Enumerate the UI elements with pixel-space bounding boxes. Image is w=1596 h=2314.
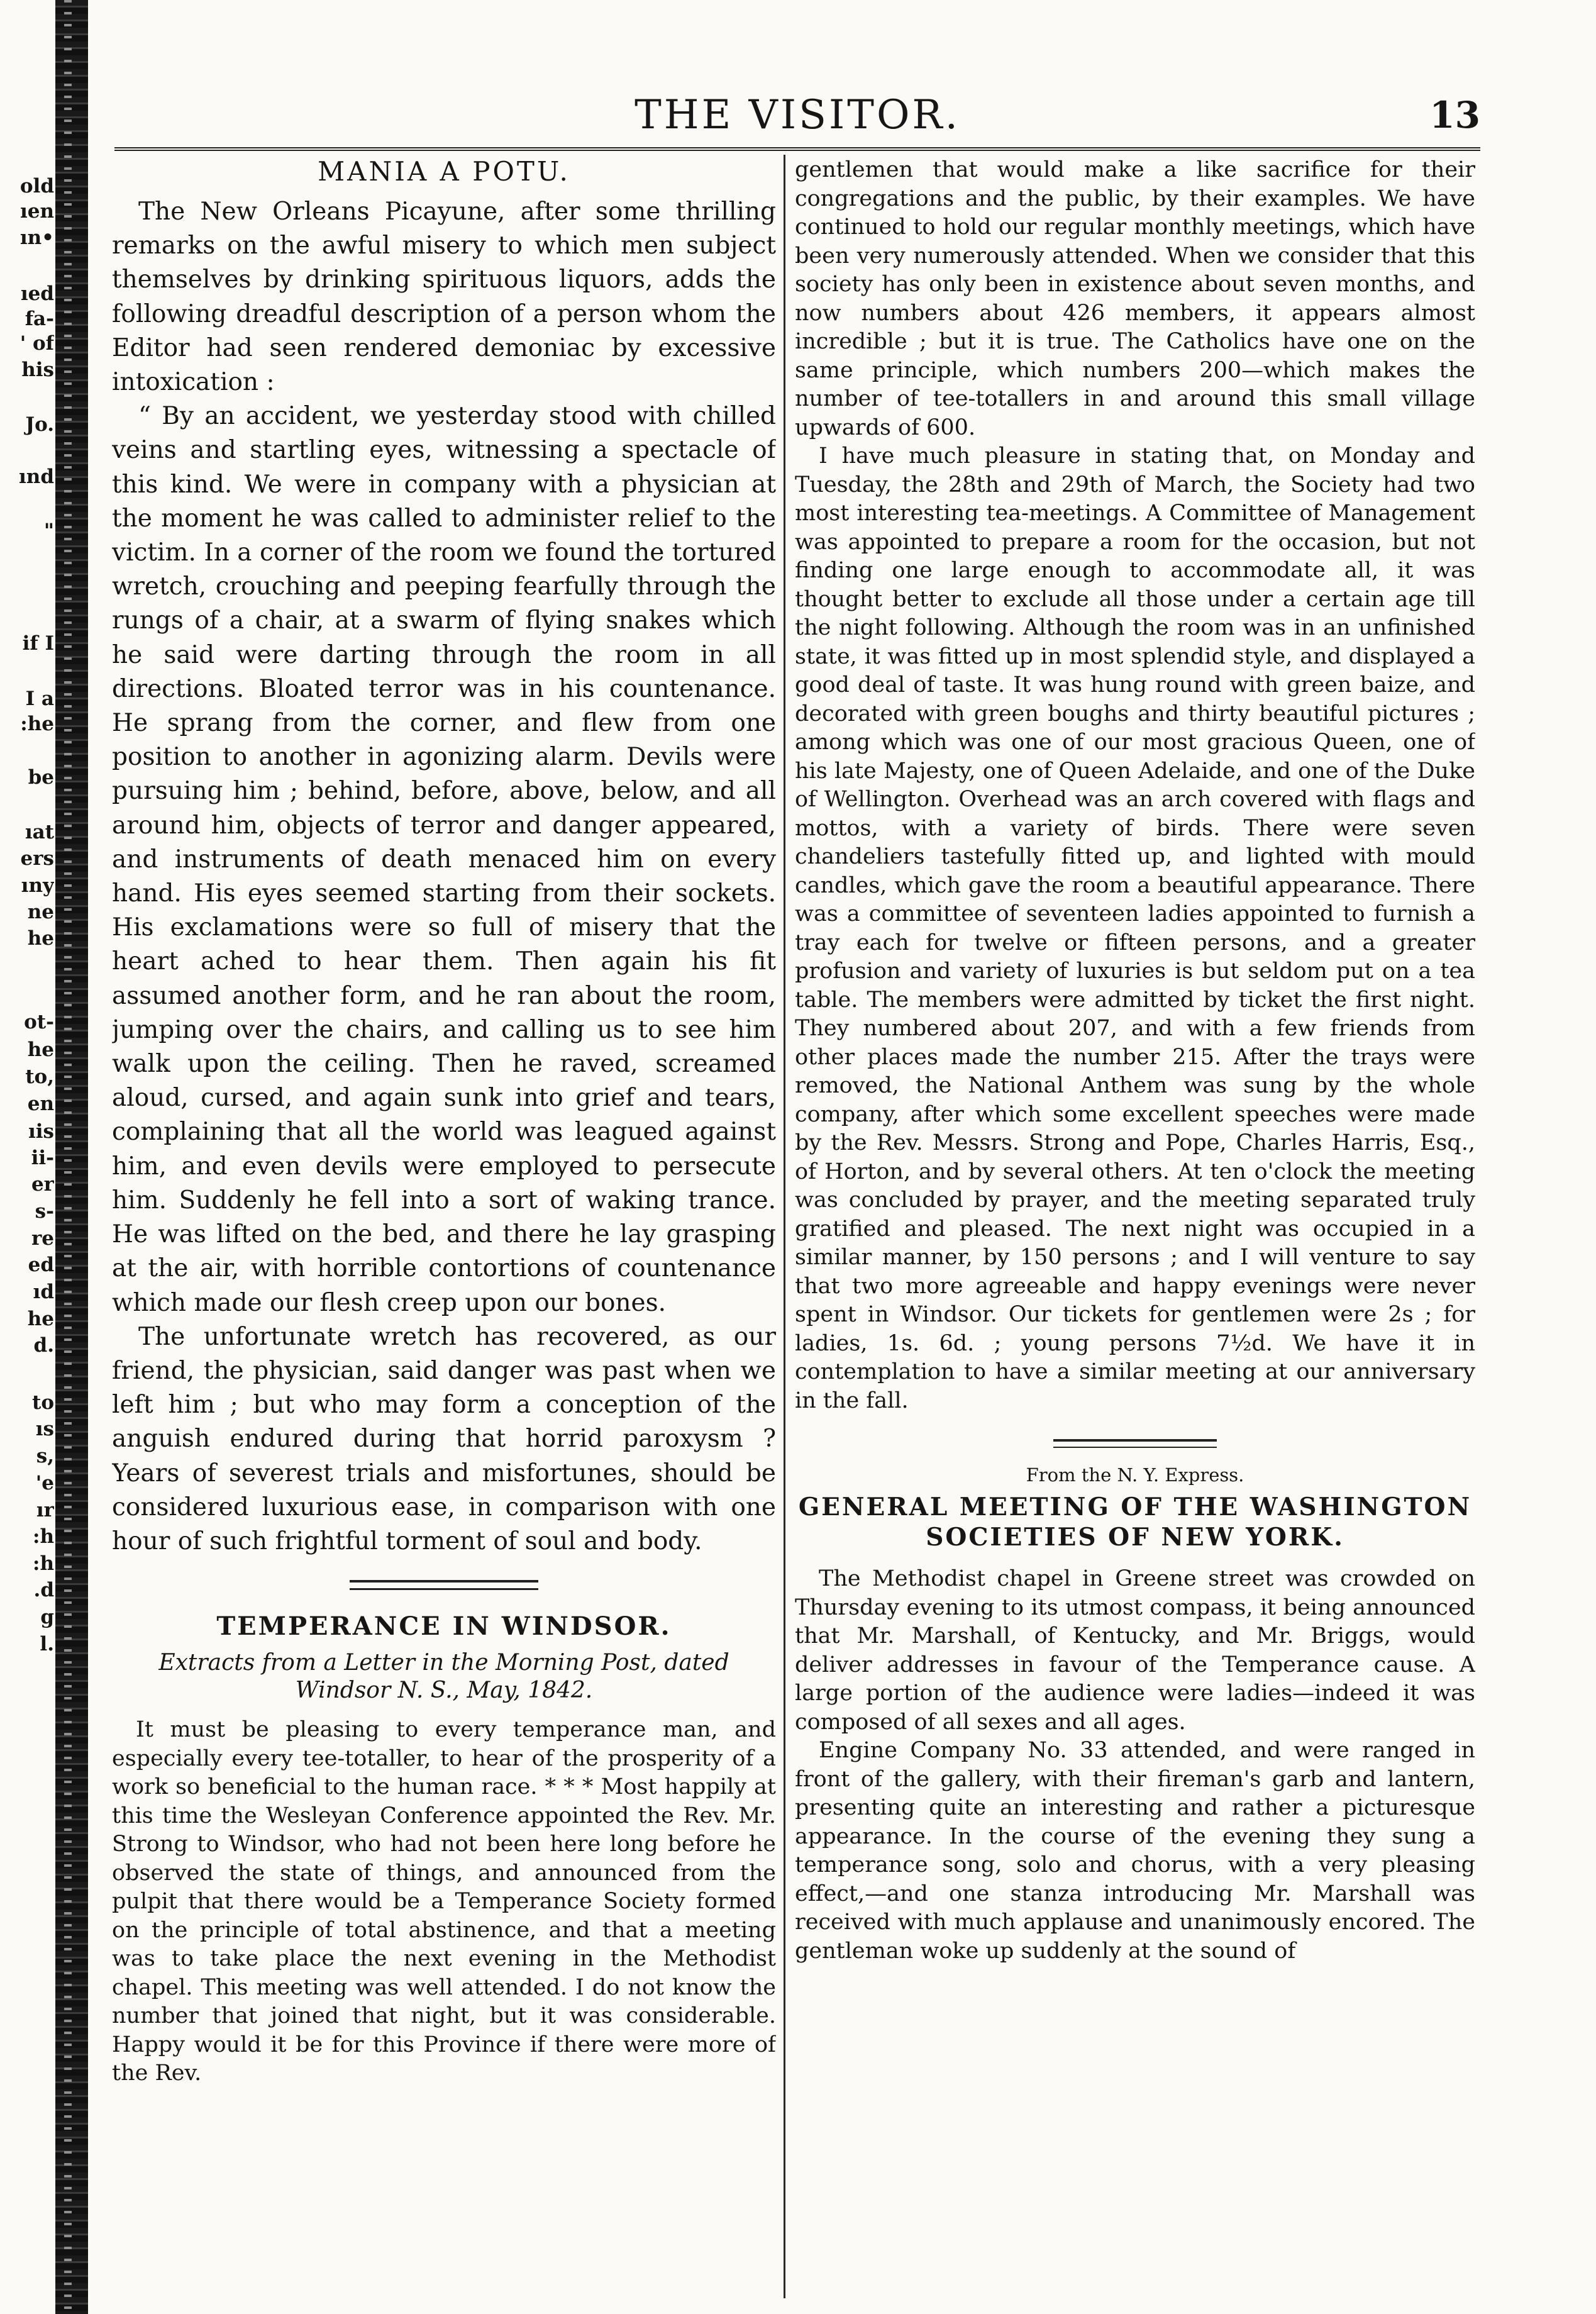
article-headline: TEMPERANCE IN WINDSOR. [216,1611,672,1642]
margin-text-fragment: ot- [24,1011,54,1033]
margin-text-fragment: he [27,1038,54,1061]
margin-text-fragment: if I [22,632,54,655]
margin-text-fragment: 'e [35,1472,54,1494]
article-headline: GENERAL MEETING OF THE WASHINGTON SOCIETIES OF NEW YORK. [798,1493,1472,1552]
article-source: From the N. Y. Express. [1026,1464,1244,1486]
margin-text-fragment: Jo. [25,413,54,436]
margin-text-fragment: to [32,1391,54,1414]
margin-text-fragment: d. [33,1334,54,1357]
page-number: 13 [1429,94,1480,136]
article-paragraph: The Methodist chapel in Greene street was crowded on Thursday evening to its utmost compass, it being announced that Mr. Marshall, of Kentucky, and Mr. Briggs, would deliver addresses in favour of the Temperance cause. A large portion of the audience were ladies—indeed it was composed of all sexes and all ages. [795,1566,1475,1735]
margin-text-fragment: his [21,359,54,381]
margin-text-fragment: " [43,520,54,542]
margin-text-fragment: ıd [33,1281,54,1303]
margin-text-fragment: ers [20,847,54,870]
article-headline: MANIA A POTU. [318,156,570,187]
article-paragraph: Engine Company No. 33 attended, and were ranged in front of the gallery, with their fireman's garb and lantern, presenting quite an interesting and rather a picturesque appearance. In the course of the evening they sung a temperance song, solo and chorus, with a very pleasing effect,—and one stanza introducing Mr. Marshall was received with much applause and unanimously encored. The gentleman woke up suddenly at the sound of [795,1738,1475,1964]
margin-text-fragment: ıed [20,282,54,305]
running-title: THE VISITOR. [635,92,960,138]
article-subtitle: Extracts from a Letter in the Morning Post, dated Windsor N. S., May, 1842. [158,1650,729,1704]
margin-text-fragment: ın• [19,226,54,249]
margin-text-fragment: ınd [19,465,54,488]
continued-letter [795,156,1475,1415]
margin-text-fragment: ır [36,1499,54,1521]
article-temperance-in-windsor [112,1611,776,2088]
article-washington-societies [795,1463,1475,1966]
margin-text-fragment: old [19,175,54,197]
margin-text-fragment: fa- [25,308,54,330]
margin-text-fragment: s, [36,1445,54,1467]
article-mania-a-potu [112,156,776,1559]
margin-text-fragment: :he [20,713,54,735]
column-rule [784,155,785,2298]
binding-edge [55,0,88,2314]
margin-text-fragment: :h [33,1525,54,1548]
article-paragraph: The unfortunate wretch has recovered, as our friend, the physician, said danger was past when we left him ; but who may form a conception of the anguish endured during that horrid paroxysm ? Years of severest trials and misfortunes, should be considered luxurious ease, in comparison with one hour of such frightful torment of soul and body. [112,1322,776,1555]
margin-text-fragment: ıen [19,200,54,223]
margin-text-fragment: ne [27,901,54,923]
margin-text-fragment: s- [35,1200,54,1223]
margin-text-fragment: re [31,1227,54,1250]
continued-paragraph: gentlemen that would make a like sacrifice for their congregations and the public, by their examples. We have continued to hold our regular monthly meetings, which have been very numerously attended. When we consider that this society has only been in existence about seven months, and now numbers about 426 members, it appears almost incredible ; but it is true. The Catholics have one on the same principle, which numbers 200—which makes the number of tee-totallers in and around this small village upwards of 600. [795,157,1475,440]
margin-text-fragment: ıs [35,1418,54,1440]
margin-text-fragment: be [28,766,54,789]
section-divider [1053,1439,1217,1448]
article-paragraph: It must be pleasing to every temperance man, and especially every tee-totaller, to hear of the prosperity of a work so beneficial to the human race. * * * Most happily at this time the Wesleyan Conference appointed the Rev. Mr. Strong to Windsor, who had not been here long before he observed the state of things, and announced from the pulpit that there would be a Temperance Society formed on the principle of total abstinence, and that a meeting was to take place the next evening in the Methodist chapel. This meeting was well attended. I do not know the number that joined that night, but it was considerable. Happy would it be for this Province if there were more of the Rev. [112,1717,776,2086]
margin-text-fragment: I a [25,687,54,710]
continued-paragraph: I have much pleasure in stating that, on Monday and Tuesday, the 28th and 29th of March, the Society had two most interesting tea-meetings. A Committee of Management was appointed to prepare a room for the occasion, but not finding one large enough to accommodate all, it was thought better to exclude all those under a certain age till the night following. Although the room was in an unfinished state, it was fitted up in most splendid style, and displayed a good deal of taste. It was hung round with green baize, and decorated with green boughs and thirty beautiful pictures ; among which was one of our most gracious Queen, one of his late Majesty, one of Queen Adelaide, and one of the Duke of Wellington. Overhead was an arch covered with flags and mottos, with a variety of birds. There were seven chandeliers tastefully fitted up, and lighted with mould candles, which gave the room a beautiful appearance. There was a committee of seventeen ladies appointed to furnish a tray each for twelve or fifteen persons, and a greater profusion and variety of luxuries is but seldom put on a tea table. The members were admitted by ticket the first night. They numbered about 207, and with a few friends from other places made the number 215. After the trays were removed, the National Anthem was sung by the whole company, after which some excellent speeches were made by the Rev. Messrs. Strong and Pope, Charles Harris, Esq., of Horton, and by several others. At ten o'clock the meeting was concluded by prayer, and the meeting separated truly gratified and pleased. The next night was occupied in a similar manner, by 150 persons ; and I will venture to say that two more agreeable and happy evenings were never spent in Windsor. Our tickets for gentlemen were 2s ; for ladies, 1s. 6d. ; young persons 7½d. We have it in contemplation to have a similar meeting at our anniversary in the fall. [795,443,1475,1413]
margin-text-fragment: l. [40,1633,54,1655]
margin-text-fragment: to, [25,1065,54,1088]
margin-text-fragment: g [40,1606,54,1628]
margin-text-fragment: ed [28,1254,54,1276]
article-paragraph: The New Orleans Picayune, after some thrilling remarks on the awful misery to which men subject themselves by drinking spirituous liquors, adds the following dreadful description of a person whom the Editor had seen rendered demoniac by excessive intoxication : [112,197,776,397]
section-divider [350,1580,538,1590]
margin-text-fragment: en [27,1093,54,1115]
margin-text-fragment: he [27,1308,54,1330]
margin-text-fragment: ıat [25,821,54,843]
article-paragraph: “ By an accident, we yesterday stood with chilled veins and startling eyes, witnessing a spectacle of this kind. We were in company with a physician at the moment he was called to administer relief to the victim. In a corner of the room we found the tortured wretch, crouching and peeping fearfully through the rungs of a chair, at a swarm of flying snakes which he said were darting through the room in all directions. Bloated terror was in his countenance. He sprang from the corner, and flew from one position to another in agonizing alarm. Devils were pursuing him ; behind, before, above, below, and all around him, objects of terror and danger appeared, and instruments of death menaced him on every hand. His eyes seemed starting from their sockets. His exclamations were so full of misery that the heart ached to hear them. Then again his fit assumed another form, and he ran about the room, jumping over the chairs, and calling us to see him walk upon the ceiling. Then he raved, screamed aloud, cursed, and again sunk into grief and tears, complaining that all the world was leagued against him, and even devils were employed to persecute him. Suddenly he fell into a sort of waking trance. He was lifted on the bed, and there he lay grasping at the air, with horrible contortions of countenance which made our flesh creep upon our bones. [112,402,776,1317]
margin-text-fragment: he [27,927,54,950]
margin-text-fragment: ıis [28,1120,54,1143]
margin-text-fragment: :h [33,1552,54,1575]
margin-text-fragment: er [31,1173,54,1196]
margin-text-fragment: ıny [21,874,54,897]
margin-text-fragment: ' of [19,332,54,355]
left-column [112,156,776,2298]
page-header [114,89,1480,151]
adjacent-page-margin [0,0,54,2314]
right-column [795,156,1475,2298]
margin-text-fragment: ii- [31,1147,54,1169]
margin-text-fragment: .d [33,1579,54,1601]
